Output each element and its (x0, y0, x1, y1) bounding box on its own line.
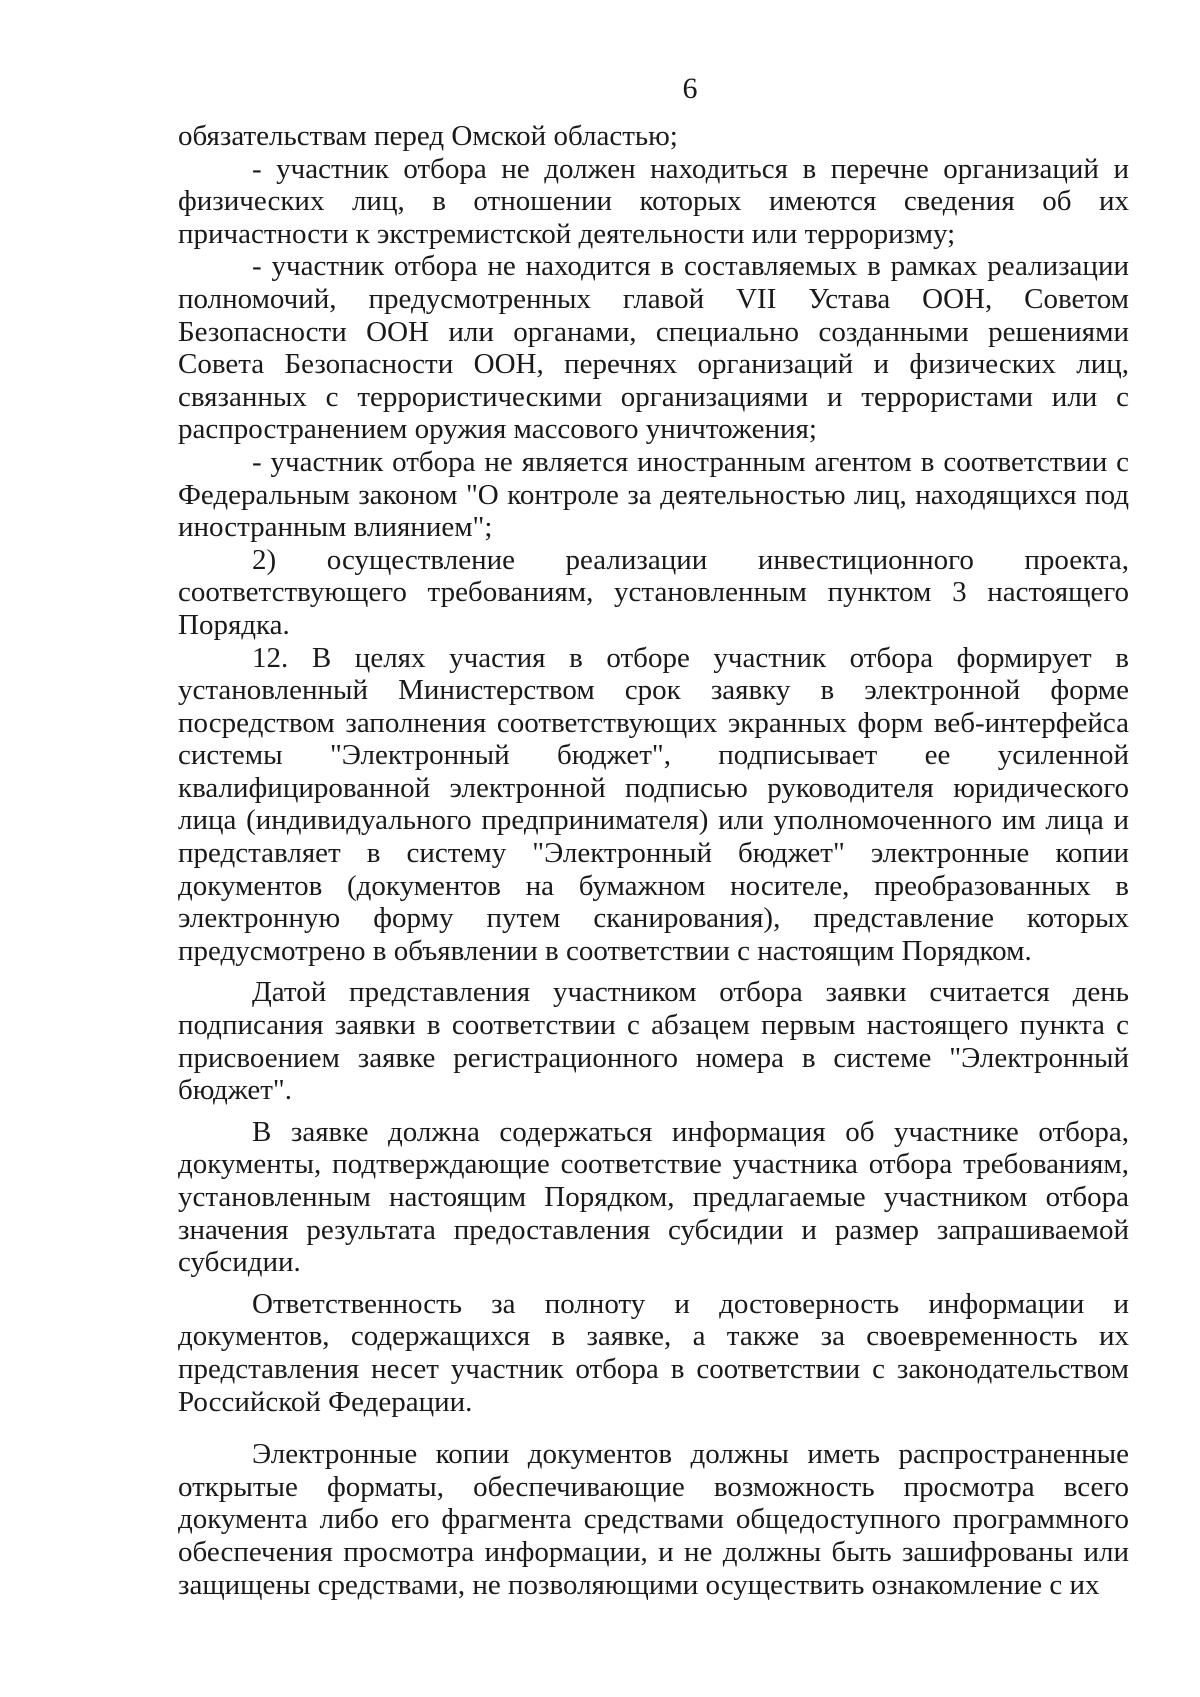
paragraph: Электронные копии документов должны иметь распространенные открытые форматы, обеспечивающие возможность просмотра всего документа либо его фрагмента средствами общедоступного программного обеспечения просмотра информации, и не должны быть зашифрованы или защищены средствами, не позволяющими осуществить ознакомление с их (178, 1438, 1129, 1601)
paragraph: - участник отбора не является иностранным агентом в соответствии с Федеральным законом "О контроле за деятельностью лиц, находящихся под иностранным влиянием"; (178, 445, 1129, 544)
paragraph: 12. В целях участия в отборе участник отбора формирует в установленный Министерством срок заявку в электронной форме посредством заполнения соответствующих экранных форм веб-интерфейса системы "Электронный бюджет", подписывает ее усиленной квалифицированной электронной подписью руководителя юридического лица (индивидуального предпринимателя) или уполномоченного им лица и представляет в систему "Электронный бюджет" электронные копии документов (документов на бумажном носителе, преобразованных в электронную форму путем сканирования), представление которых предусмотрено в объявлении в соответствии с настоящим Порядком. (178, 641, 1129, 967)
paragraph: 2) осуществление реализации инвестиционного проекта, соответствующего требованиям, установленным пунктом 3 настоящего Порядка. (178, 543, 1129, 641)
paragraph: обязательствам перед Омской областью; (178, 120, 678, 152)
paragraph: Ответственность за полноту и достоверность информации и документов, содержащихся в заявке, а также за своевременность их представления несет участник отбора в соответствии с законодательством Российской Федерации. (178, 1287, 1129, 1418)
page-number: 6 (682, 72, 698, 105)
paragraph: - участник отбора не находится в составляемых в рамках реализации полномочий, предусмотренных главой VII Устава ООН, Советом Безопасности ООН или органами, специально созданными решениями Совета Безопасности ООН, перечнях организаций и физических лиц, связанных с террористическими организациями и террористами или с распространением оружия массового уничтожения; (178, 250, 1129, 446)
document-body (178, 120, 1129, 1601)
paragraph: Датой представления участником отбора заявки считается день подписания заявки в соответствии с абзацем первым настоящего пункта с присвоением заявке регистрационного номера в системе "Электронный бюджет". (178, 976, 1129, 1107)
paragraph: - участник отбора не должен находиться в перечне организаций и физических лиц, в отношении которых имеются сведения об их причастности к экстремистской деятельности или терроризму; (178, 152, 1129, 250)
paragraph: В заявке должна содержаться информация об участнике отбора, документы, подтверждающие соответствие участника отбора требованиям, установленным настоящим Порядком, предлагаемые участником отбора значения результата предоставления субсидии и размер запрашиваемой субсидии. (178, 1115, 1129, 1279)
